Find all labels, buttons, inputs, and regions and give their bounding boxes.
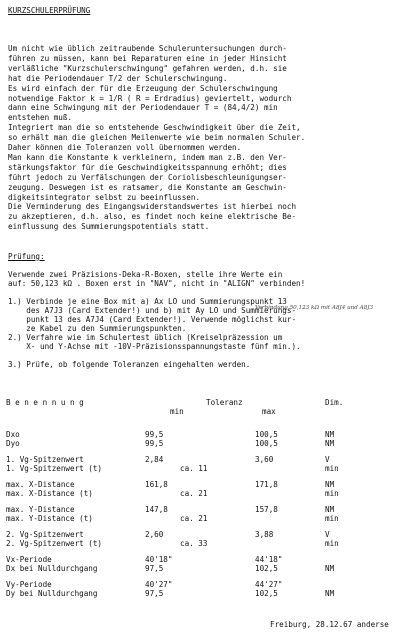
cell-name: Dx bei Nulldurchgang	[6, 564, 98, 573]
cell-name: Vy-Periode	[6, 580, 52, 589]
intro-line: verläßliche "Kurzschulerschwingung" gefahren werden, d.h. sie	[8, 63, 287, 73]
cell-name: max. Y-Distance	[6, 505, 75, 514]
intro-line: notwendige Faktor k = 1/R ( R = Erdradius) geviertelt, wodurch	[8, 93, 292, 103]
pruefung-heading: Prüfung:	[8, 252, 45, 261]
cell-name: max. Y-Distance (t)	[6, 514, 93, 523]
pruefung-line: 2.) Verfahre wie im Schulertest üblich (Kreiselpräzession um	[8, 333, 283, 342]
pruefung-line: 3.) Prüfe, ob folgende Toleranzen eingehalten werden.	[8, 360, 251, 369]
pruefung-line: 1.) Verbinde je eine Box mit a) Ax LO und Summierungspunkt 13	[8, 297, 287, 306]
cell-max: 171,8	[255, 480, 278, 489]
intro-line: führen zu müssen, kann bei Reparaturen eine in jeder Hinsicht	[8, 53, 287, 63]
cell-dim: NM	[325, 589, 335, 598]
intro-line: Um nicht wie üblich zeitraubende Schuleruntersuchungen durch-	[8, 44, 287, 53]
intro-line: Integriert man die so entstehende Geschwindigkeit über die Zeit,	[8, 123, 301, 133]
pruefung-line: ze Kabel zu den Summierungspunkten.	[8, 324, 187, 333]
table-row	[0, 539, 400, 548]
cell-ca: ca. 11	[180, 464, 208, 473]
pruefung-line: punkt 13 des A7J4 (Card Extender!). Verwende möglichst kur-	[8, 315, 297, 324]
cell-name: 2. Vg-Spitzenwert	[6, 530, 84, 539]
table-row	[0, 455, 400, 464]
cell-name: max. X-Distance (t)	[6, 489, 93, 498]
cell-dim: min	[325, 539, 339, 548]
cell-name: max. X-Distance	[6, 480, 75, 489]
pruefung-line: X- und Y-Achse mit -10V-Präzisionsspannungstaste fünf min.).	[8, 342, 301, 351]
intro-line: zeugung. Deswegen ist es ratsamer, die Konstante am Geschwin-	[8, 182, 287, 192]
cell-name: Vx-Periode	[6, 555, 52, 564]
cell-min: 2,84	[145, 455, 164, 464]
pruefung-line: des A7J3 (Card Extender!) und b) mit Ay LO und Summierungs-	[8, 306, 297, 315]
intro-line: zu akzeptieren, d.h. also, es findet noch keine elektrische Be-	[8, 212, 297, 222]
intro-line: führt jedoch zu Verfälschungen der Coriolisbeschleunigungser-	[8, 172, 287, 182]
intro-line: einflussung des Summierungspotentials statt.	[8, 222, 210, 232]
intro-line: digkeitsintegrator selbst zu beeinflussen.	[8, 192, 201, 202]
cell-min: 147,8	[145, 505, 168, 514]
table-row	[0, 480, 400, 489]
table-row	[0, 589, 400, 598]
table-row	[0, 505, 400, 514]
cell-min: 97,5	[145, 564, 164, 573]
cell-dim: min	[325, 514, 339, 523]
table-subheader-row	[0, 407, 400, 416]
header-min: min	[170, 407, 184, 416]
table-row	[0, 464, 400, 473]
table-row	[0, 530, 400, 539]
cell-name: Dy bei Nulldurchgang	[6, 589, 98, 598]
cell-dim: V	[325, 530, 330, 539]
table-row	[0, 489, 400, 498]
cell-max: 102,5	[255, 564, 278, 573]
intro-line: Man kann die Konstante k verkleinern, indem man z.B. den Ver-	[8, 152, 287, 162]
pruefung-line: Verwende zwei Präzisions-Deka-R-Boxen, stelle ihre Werte ein	[8, 270, 283, 279]
table-row	[0, 439, 400, 448]
cell-dim: V	[325, 455, 330, 464]
cell-dim: min	[325, 489, 339, 498]
cell-ca: ca. 21	[180, 514, 208, 523]
table-row	[0, 514, 400, 523]
intro-line: entstehen muß.	[8, 113, 73, 123]
header-max: max	[262, 407, 276, 416]
cell-name: 2. Vg-Spitzenwert (t)	[6, 539, 103, 548]
cell-max: 100,5	[255, 439, 278, 448]
header-dim: Dim.	[325, 398, 344, 407]
cell-dim: NM	[325, 480, 335, 489]
cell-dim: NM	[325, 439, 335, 448]
table-row	[0, 564, 400, 573]
cell-ca: ca. 33	[180, 539, 208, 548]
cell-min: 40'18"	[145, 555, 173, 564]
cell-dim: NM	[325, 564, 335, 573]
cell-dim: min	[325, 464, 339, 473]
intro-line: so erhält man die gleichen Meilenwerte wie beim normalen Schuler.	[8, 133, 306, 143]
intro-line: Es wird einfach der für die Erzeugung der Schulerschwingung	[8, 83, 278, 93]
cell-name: 1. Vg-Spitzenwert (t)	[6, 464, 103, 473]
cell-name: 1. Vg-Spitzenwert	[6, 455, 84, 464]
cell-min: 40'27"	[145, 580, 173, 589]
cell-max: 102,5	[255, 589, 278, 598]
cell-max: 100,5	[255, 430, 278, 439]
cell-dim: NM	[325, 430, 335, 439]
cell-min: 99,5	[145, 430, 164, 439]
table-row	[0, 580, 400, 589]
intro-line: Die Verminderung des Eingangswiderstandswertes ist hierbei noch	[8, 202, 297, 212]
cell-min: 2,60	[145, 530, 164, 539]
table-row	[0, 555, 400, 564]
cell-max: 3,60	[255, 455, 274, 464]
cell-max: 44'27"	[255, 580, 283, 589]
document-title: KURZSCHULERPRÜFUNG	[8, 6, 91, 15]
cell-max: 44'18"	[255, 555, 283, 564]
intro-line: dann eine Schwingung mit der Periodendauer T = (84,4/2) min	[8, 103, 278, 113]
cell-name: Dxo	[6, 430, 20, 439]
cell-ca: ca. 21	[180, 489, 208, 498]
cell-dim: NM	[325, 505, 335, 514]
cell-min: 97,5	[145, 589, 164, 598]
handwritten-note: Verbindung 50,123 kΩ mit A8J4 und A8J3	[255, 305, 374, 311]
pruefung-line: auf: 50,123 kΩ . Boxen erst in "NAV", nicht in "ALIGN" verbinden!	[8, 279, 306, 288]
intro-line: hat die Periodendauer T/2 der Schulerschwingung.	[8, 73, 228, 83]
cell-name: Dyo	[6, 439, 20, 448]
table-row	[0, 430, 400, 439]
cell-min: 99,5	[145, 439, 164, 448]
cell-max: 157,8	[255, 505, 278, 514]
intro-line: stärkungsfaktor für die Geschwindigkeitsspannung erhöht; dies	[8, 162, 287, 172]
intro-line: Daher können die Toleranzen voll übernommen werden.	[8, 143, 242, 152]
cell-max: 3,88	[255, 530, 274, 539]
header-toleranz: Toleranz	[206, 398, 243, 407]
signature-line: Freiburg, 28.12.67 anderse	[270, 620, 389, 629]
header-benennung: B e n e n n u n g	[6, 398, 84, 407]
table-header-row	[0, 398, 400, 407]
cell-min: 161,8	[145, 480, 168, 489]
